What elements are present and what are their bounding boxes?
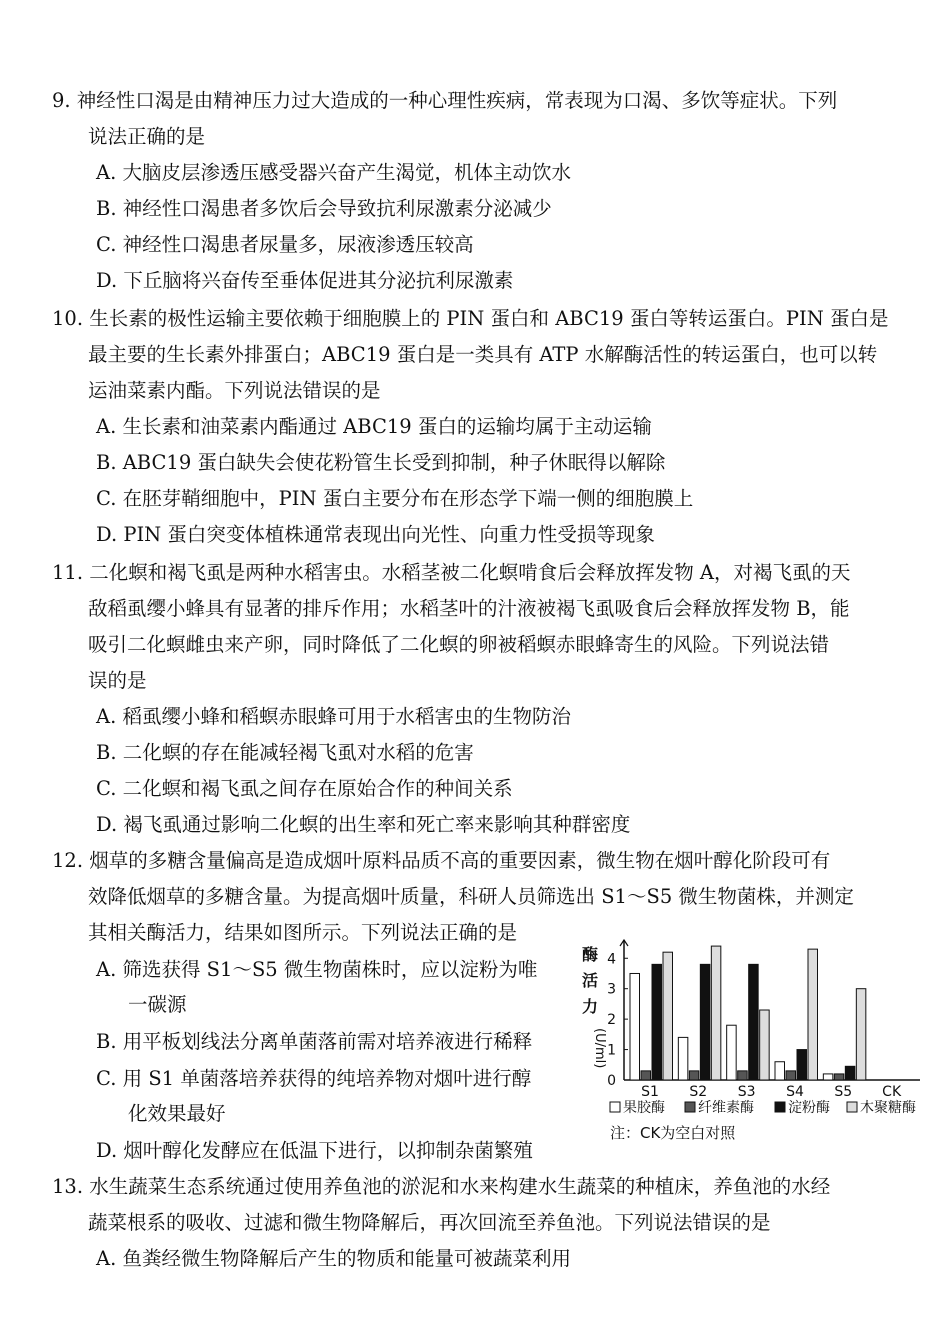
q10-stem-line1: 10. 生长素的极性运输主要依赖于细胞膜上的 PIN 蛋白和 ABC19 蛋白等转运蛋白。PIN 蛋白是 <box>52 307 889 330</box>
enzyme-activity-chart <box>572 930 942 1150</box>
bar-S2-2 <box>689 1071 699 1080</box>
y-label-char: 活 <box>582 971 599 990</box>
x-tick-label: S1 <box>641 1084 659 1100</box>
q12-option-a-line1: A. 筛选获得 S1～S5 微生物菌株时，应以淀粉为唯 <box>96 958 538 981</box>
q9-option-b: B. 神经性口渴患者多饮后会导致抗利尿激素分泌减少 <box>96 197 552 220</box>
y-tick-label: 0 <box>607 1073 616 1089</box>
y-tick-label: 1 <box>607 1042 616 1059</box>
q12-stem-line1: 12. 烟草的多糖含量偏高是造成烟叶原料品质不高的重要因素，微生物在烟叶醇化阶段可有 <box>52 849 831 872</box>
legend-swatch <box>775 1102 785 1112</box>
q11-stem-line3: 吸引二化螟雌虫来产卵，同时降低了二化螟的卵被稻螟赤眼蜂寄生的风险。下列说法错 <box>88 633 830 656</box>
y-label-unit: (U/ml) <box>592 1028 607 1069</box>
q11-option-d: D. 褐飞虱通过影响二化螟的出生率和死亡率来影响其种群密度 <box>96 813 631 836</box>
q12-option-a-line2: 一碳源 <box>128 993 187 1016</box>
q13-stem-line1: 13. 水生蔬菜生态系统通过使用养鱼池的淤泥和水来构建水生蔬菜的种植床，养鱼池的水经 <box>52 1175 831 1198</box>
bar-S5-3 <box>845 1066 855 1080</box>
bar-S2-1 <box>678 1037 688 1080</box>
y-tick-label: 4 <box>607 951 616 968</box>
bar-S1-1 <box>630 973 640 1080</box>
bar-S1-4 <box>663 952 673 1080</box>
bar-S4-1 <box>775 1062 785 1080</box>
bar-S5-2 <box>834 1074 844 1080</box>
x-tick-label: S3 <box>737 1084 756 1100</box>
q11-stem-line2: 敌稻虱缨小蜂具有显著的排斥作用；水稻茎叶的汁液被褐飞虱吸食后会释放挥发物 B，能 <box>88 597 850 620</box>
chart-note: 注：CK为空白对照 <box>610 1124 736 1142</box>
q11-option-b: B. 二化螟的存在能减轻褐飞虱对水稻的危害 <box>96 741 474 764</box>
q11-stem-line4: 误的是 <box>88 669 147 692</box>
y-tick-label: 3 <box>607 981 616 998</box>
q11-option-a: A. 稻虱缨小蜂和稻螟赤眼蜂可用于水稻害虫的生物防治 <box>96 705 571 728</box>
q12-stem-line2: 效降低烟草的多糖含量。为提高烟叶质量，科研人员筛选出 S1～S5 微生物菌株，并测定 <box>88 885 854 908</box>
x-tick-label: S4 <box>786 1084 804 1100</box>
legend-label: 纤维素酶 <box>698 1100 754 1116</box>
y-label-char: 力 <box>582 997 599 1016</box>
y-axis-label <box>582 945 607 1068</box>
legend-label: 淀粉酶 <box>788 1100 830 1116</box>
bar-S4-2 <box>786 1071 796 1080</box>
bar-S5-4 <box>856 989 866 1080</box>
bar-S4-4 <box>808 949 818 1080</box>
q11-stem-line1: 11. 二化螟和褐飞虱是两种水稻害虫。水稻茎被二化螟啃食后会释放挥发物 A，对褐飞虱的天 <box>52 561 851 584</box>
q9-option-c: C. 神经性口渴患者尿量多，尿液渗透压较高 <box>96 233 474 256</box>
q13-stem-line2: 蔬菜根系的吸收、过滤和微生物降解后，再次回流至养鱼池。下列说法错误的是 <box>88 1211 771 1234</box>
q12-option-d: D. 烟叶醇化发酵应在低温下进行，以抑制杂菌繁殖 <box>96 1139 533 1162</box>
q12-option-c-line2: 化效果最好 <box>128 1102 226 1125</box>
q10-stem-line2: 最主要的生长素外排蛋白；ABC19 蛋白是一类具有 ATP 水解酶活性的转运蛋白，也可以转 <box>88 343 878 366</box>
bar-S3-1 <box>727 1025 737 1080</box>
y-label-char: 酶 <box>582 945 599 964</box>
legend-swatch <box>610 1102 620 1112</box>
legend-swatch <box>685 1102 695 1112</box>
chart-bars <box>630 946 866 1080</box>
q11-option-c: C. 二化螟和褐飞虱之间存在原始合作的种间关系 <box>96 777 513 800</box>
q12-stem-line3: 其相关酶活力，结果如图所示。下列说法正确的是 <box>88 921 518 944</box>
q10-option-a: A. 生长素和油菜素内酯通过 ABC19 蛋白的运输均属于主动运输 <box>96 415 652 438</box>
x-tick-label: S2 <box>689 1084 708 1100</box>
chart-legend <box>610 1099 916 1116</box>
q10-option-c: C. 在胚芽鞘细胞中，PIN 蛋白主要分布在形态学下端一侧的细胞膜上 <box>96 487 694 510</box>
legend-swatch <box>847 1102 857 1112</box>
q9-stem-line1: 9. 神经性口渴是由精神压力过大造成的一种心理性疾病，常表现为口渴、多饮等症状。下列 <box>52 89 838 112</box>
bar-S3-3 <box>749 964 759 1080</box>
x-tick-label: S5 <box>834 1084 853 1100</box>
q10-option-d: D. PIN 蛋白突变体植株通常表现出向光性、向重力性受损等现象 <box>96 523 655 546</box>
bar-S3-4 <box>760 1010 770 1080</box>
q12-option-c-line1: C. 用 S1 单菌落培养获得的纯培养物对烟叶进行醇 <box>96 1067 532 1090</box>
q13-option-a: A. 鱼粪经微生物降解后产生的物质和能量可被蔬菜利用 <box>96 1247 571 1270</box>
bar-S1-2 <box>641 1071 651 1080</box>
q10-stem-line3: 运油菜素内酯。下列说法错误的是 <box>88 379 381 402</box>
y-tick-label: 2 <box>607 1012 616 1029</box>
q9-option-a: A. 大脑皮层渗透压感受器兴奋产生渴觉，机体主动饮水 <box>96 161 571 184</box>
bar-S2-3 <box>700 964 710 1080</box>
q9-stem-line2: 说法正确的是 <box>88 125 206 148</box>
x-tick-label: CK <box>882 1084 902 1100</box>
q12-option-b: B. 用平板划线法分离单菌落前需对培养液进行稀释 <box>96 1030 533 1053</box>
bar-S5-1 <box>823 1074 833 1080</box>
bar-S4-3 <box>797 1050 807 1080</box>
q10-option-b: B. ABC19 蛋白缺失会使花粉管生长受到抑制，种子休眠得以解除 <box>96 451 666 474</box>
legend-label: 木聚糖酶 <box>860 1100 916 1116</box>
bar-S2-4 <box>711 946 721 1080</box>
bar-S1-3 <box>652 964 662 1080</box>
legend-label: 果胶酶 <box>623 1100 665 1116</box>
q9-option-d: D. 下丘脑将兴奋传至垂体促进其分泌抗利尿激素 <box>96 269 514 292</box>
bar-S3-2 <box>738 1071 748 1080</box>
